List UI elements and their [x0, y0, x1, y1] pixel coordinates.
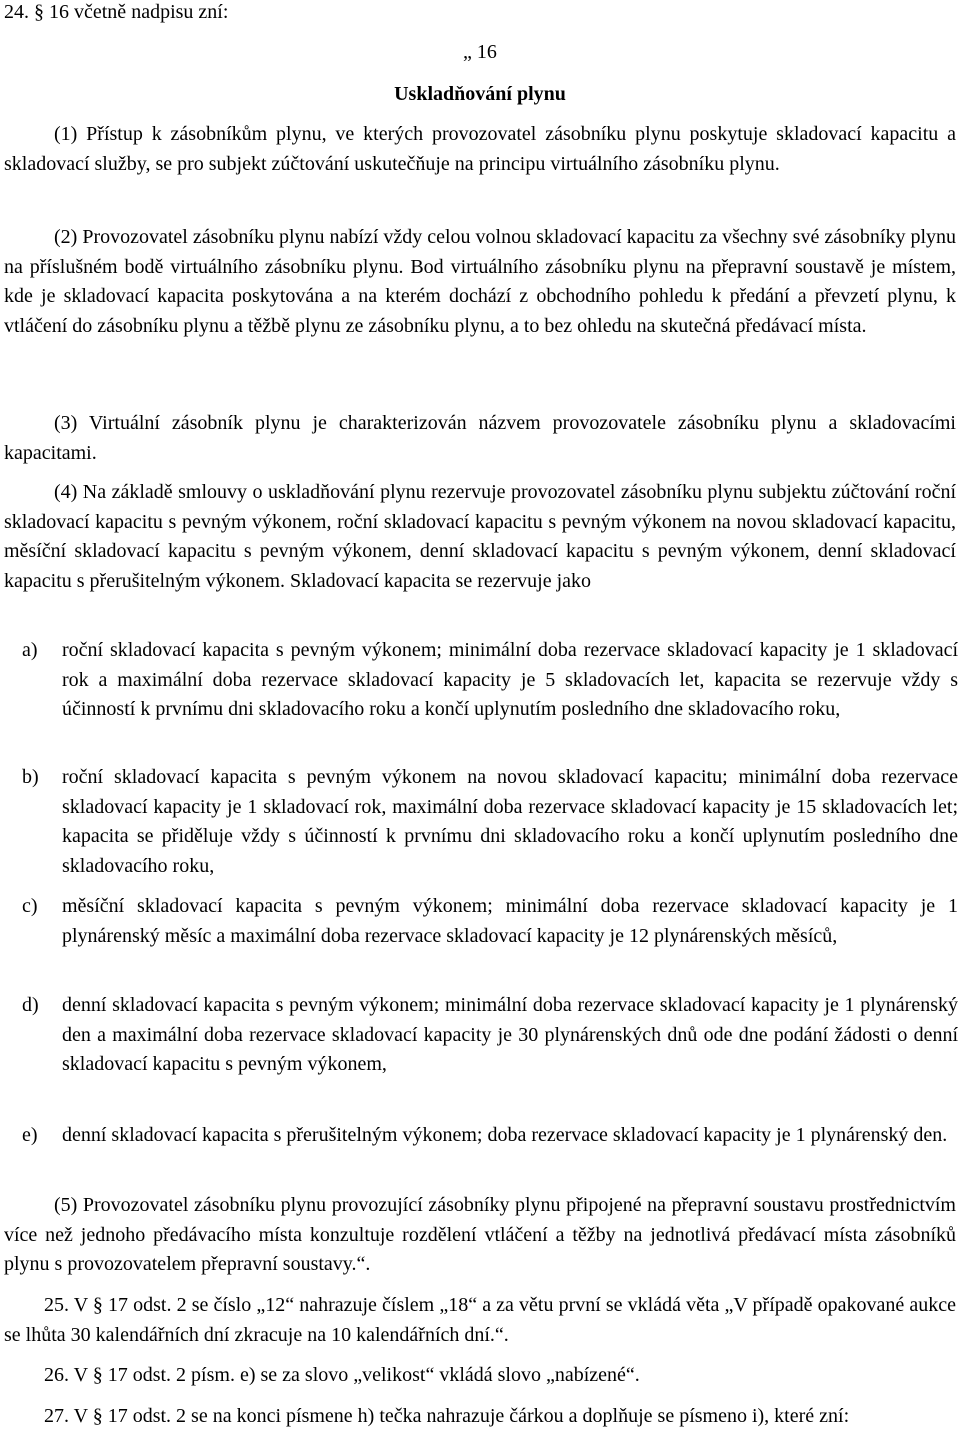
section-mark: „ 16: [463, 41, 497, 63]
paragraph-2: (2) Provozovatel zásobníku plynu nabízí vždy celou volnou skladovací kapacitu za všechny své zásobníky plynu na příslušném bodě virtuálního zásobníku plynu. Bod virtuálního zásobníku plynu na přepravní soustavě je místem, kde je skladovací kapacita poskytována a na kterém dochází z obchodního pohledu k předání a převzetí plynu, k vtláčení do zásobníku plynu a těžbě plynu ze zásobníku plynu, a to bez ohledu na skutečná předávací místa.: [4, 226, 956, 337]
list-item-text: denní skladovací kapacita s pevným výkonem; minimální doba rezervace skladovací kapacity je 1 plynárenský den a maximální doba rezervace skladovací kapacity je 30 plynárenských dnů ode dne podání žádosti o denní skladovací kapacitu s pevným výkonem,: [62, 994, 958, 1075]
list-item-text: denní skladovací kapacita s přerušitelným výkonem; doba rezervace skladovací kapacity je 1 plynárenský den.: [62, 1124, 948, 1146]
list-item-label: d): [22, 994, 39, 1016]
list-item-label: e): [22, 1124, 38, 1146]
list-item-label: a): [22, 639, 38, 661]
section-title: Uskladňování plynu: [394, 83, 566, 105]
paragraph-1: (1) Přístup k zásobníkům plynu, ve kterých provozovatel zásobníku plynu poskytuje skladovací kapacitu a skladovací služby, se pro subjekt zúčtování uskutečňuje na principu virtuálního zásobníku plynu.: [4, 123, 956, 175]
list-item-label: b): [22, 766, 39, 788]
list-item-text: roční skladovací kapacita s pevným výkonem; minimální doba rezervace skladovací kapacity je 1 skladovací rok a maximální doba rezervace skladovací kapacity je 5 skladovacích let, kapacita se rezervuje vždy s účinností k prvnímu dni skladovacího roku a končí uplynutím posledního dne skladovacího roku,: [62, 639, 958, 720]
list-item-text: měsíční skladovací kapacita s pevným výkonem; minimální doba rezervace skladovací kapacity je 1 plynárenský měsíc a maximální doba rezervace skladovací kapacity je 12 plynárenských měsíců,: [62, 895, 958, 947]
paragraph-4: (4) Na základě smlouvy o uskladňování plynu rezervuje provozovatel zásobníku plynu subjektu zúčtování roční skladovací kapacitu s pevným výkonem, roční skladovací kapacitu s pevným výkonem na novou skladovací kapacitu, měsíční skladovací kapacitu s pevným výkonem, denní skladovací kapacitu s pevným výkonem, denní skladovací kapacitu s přerušitelným výkonem. Skladovací kapacita se rezervuje jako: [4, 481, 956, 592]
amendment-point-26: 26. V § 17 odst. 2 písm. e) se za slovo „velikost“ vkládá slovo „nabízené“.: [44, 1364, 640, 1386]
list-item-text: roční skladovací kapacita s pevným výkonem na novou skladovací kapacitu; minimální doba rezervace skladovací kapacity je 1 skladovací rok, maximální doba rezervace skladovací kapacity je 15 skladovacích let; kapacita se přiděluje vždy s účinností k prvnímu dni skladovacího roku a končí uplynutím posledního dne skladovacího roku,: [62, 766, 958, 877]
amendment-point-27: 27. V § 17 odst. 2 se na konci písmene h) tečka nahrazuje čárkou a doplňuje se písmeno i), které zní:: [44, 1405, 850, 1427]
paragraph-5: (5) Provozovatel zásobníku plynu provozující zásobníky plynu připojené na přepravní soustavu prostřednictvím více než jednoho předávacího místa konzultuje rozdělení vtláčení a těžby na jednotlivá předávací místa zásobníků plynu s provozovatelem přepravní soustavy.“.: [4, 1194, 956, 1275]
list-item-label: c): [22, 895, 38, 917]
amendment-point-24-intro: 24. § 16 včetně nadpisu zní:: [4, 1, 229, 23]
amendment-point-25: 25. V § 17 odst. 2 se číslo „12“ nahrazuje číslem „18“ a za větu první se vkládá věta „V případě opakované aukce se lhůta 30 kalendářních dní zkracuje na 10 kalendářních dní.“.: [4, 1294, 956, 1346]
paragraph-3: (3) Virtuální zásobník plynu je charakterizován názvem provozovatele zásobníku plynu a skladovacími kapacitami.: [4, 412, 956, 464]
